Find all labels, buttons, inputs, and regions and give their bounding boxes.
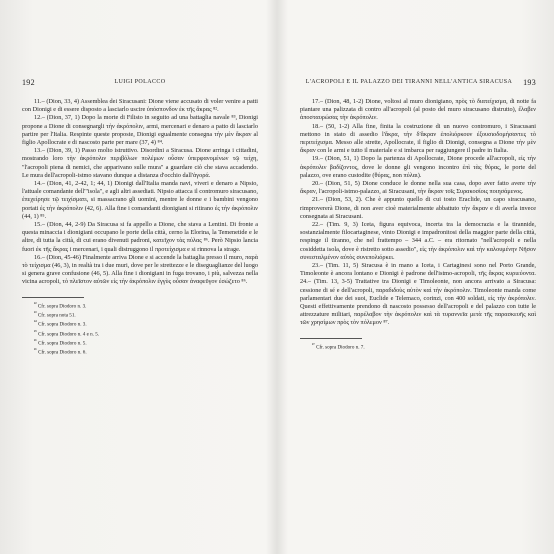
footnote: $^{^{82}}$ Cfr. sopra Diodoro n. 3.	[34, 300, 87, 310]
paragraph: 19.– (Dion, 51, 1) Dopo la partenza di Apollocrate, Dione procede all'acropoli, εἰς τὴν ἀκρόπολιν βαδίζοντος, dove le donne gli vengono incontro ἐπὶ τὰς θύρας, le porte del palazzo, ove erano custodite (θύρας, non πύλαι).	[300, 155, 536, 179]
footnote-rule	[22, 297, 84, 298]
paragraph: 13.– (Dion, 39, 1) Passo molto istruttivo. Disordini a Siracusa. Dione arringa i cittadini, mostrando loro τὴν ἀκρόπολιν περιβόλων πολέμων οὖσαν ὑπερφανομένων τῷ τείχη, "l'acropoli piena di nemici, che apparivano sulle mura" a guardare ciò che stava accadendo. Le mura dell'acropoli-istmo stavano dunque a distanza d'occhio dall'ἀγορά.	[22, 147, 258, 179]
paragraph: 17.– (Dion, 48, 1-2) Dione, voltosi al muro dionigiano, πρὸς τὸ διατείχισμα, di notte fa piantare una palizzata di contro all'acropoli (al posto del muro siracusano distrutto), ἔλαβεν ἀποσταυρώσας τὴν ἀκρόπολιν.	[300, 98, 536, 122]
paragraph: 20.– (Dion, 51, 5) Dione conduce le donne nella sua casa, dopo aver fatto avere τὴν ἄκραν, l'acropoli-istmo-palazzo, ai Siracusani, τὴν ἄκραν τοῖς Συρακοσίοις ποιησάμενος.	[300, 180, 536, 196]
left-header	[22, 78, 258, 90]
footnote-rule	[300, 338, 362, 339]
paragraph: 14.– (Dion, 41, 2-42, 1; 44, 1) Dionigi dall'Italia manda navi, viveri e denaro a Nipsio, l'attuale comandante dell'"isola", e agli altri assediati. Nipsio attacca il contromuro siracusano, ἐπεχείρησε τῷ τειχίσματι, si massacrano gli uomini, mentre le donne e i bambini vengono portati ἐς τὴν ἀκρόπολιν (42, 6). Alla fine i comandanti dionigiani si ritirano ἐς τὴν ἀκρόπολιν (44, 1) ⁸⁵.	[22, 180, 258, 220]
paragraph: 12.– (Dion, 37, 1) Dopo la morte di Filisto in seguito ad una battaglia navale ⁸³, Dionigi propone a Dione di consegnargli τὴν ἀκρόπολιν, armi, mercenari e denaro a patto di lasciarlo partire per l'Italia. Respinte queste proposte, Dionigi egualmente consegna τὴν μὲν ἄκραν al figlio Apollocrate e di nascosto parte per mare (37, 4) ⁸⁴.	[22, 114, 258, 147]
footnotes	[300, 342, 536, 351]
page-number: 192	[22, 78, 35, 87]
footnote: $^{^{86}}$ Cfr. sopra Diodoro n. 6.	[34, 347, 87, 356]
left-body	[22, 98, 258, 287]
paragraph: 15.– (Dion, 44, 2-9) Da Siracusa si fa appello a Dione, che stava a Lentini. Di fronte a questa minaccia i dionigiani occupano le porte della città, cerno la Elorina, la Temenetide e le altre, di tutta la città, di cui erano divenuti padroni, κατεῖχον τὰς πύλας ⁸⁶. Però Nipsio lancia fuori ἐκ τῆς ἄκρας i mercenari, i quali distruggono il προτείχισμα e si rinnova la strage.	[22, 221, 258, 253]
paragraph: 11.– (Dion, 33, 4) Assemblea dei Siracusani: Dione viene accusato di voler venire a patti con Dionigi e di essere disposto a lasciarlo uscire ὑπόσπονδον ἐκ τῆς ἄκρας ⁸².	[22, 98, 258, 114]
running-title: LUIGI POLACCO	[114, 79, 166, 85]
paragraph: 23.– (Tim. 11, 5) Siracusa è in mano a Iceta, i Cartaginesi sono nel Porto Grande, Timoleonte è ancora lontano e Dionigi è padrone dell'istmo-acropoli, τῆς ἄκρας κυριεύοντα. 24.– (Tim. 13, 3-5) Trattative tra Dionigi e Timoleonte, non ancora arrivato a Siracusa: cessione di sé e dell'acropoli, παραδιδοὺς αὐτὸν καὶ τὴν ἀκρόπολιν. Timoleonte manda come parlamentari due dei suoi, Euclide e Telemaco, corinzi, con 400 soldati, εἰς τὴν ἀκρόπολιν. Questi effettivamente prendono di nascosto possesso dell'acropoli e del palazzo con tutte le attrezzature militari, παρέλαβον τὴν ἀκρόπολιν καὶ τὰ τυραννεῖα μετὰ τῆς παρασκευῆς καὶ τῶν χρησίμων πρὸς τὸν πόλεμον ⁸⁷.	[300, 262, 536, 327]
footnote: $^{^{85}}$ Cfr. sopra Diodoro n. 4 e n. 5.	[34, 328, 100, 338]
right-page	[300, 78, 536, 351]
paragraph: 22.– (Tim. 9, 3) Iceta, figura equivoca, incerta tra la democrazia e la tirannide, sostanzialmente filocartaginese, vinto Dionigi e impadronitosi della maggior parte della città, respinge il tiranno, che nel frattempo – 344 a.C. – era ritornato "nell'acropoli e nella cosiddetta isola, dove è ristretto sotto assedio", εἰς τὴν ἀκρόπολιν καὶ τὴν καλουμένην Νῆσον συνεσταλμένον αὐτὸς συνεπολιόρκει.	[300, 221, 536, 261]
footnote: $^{^{83}}$ Cfr. sopra nota 51.	[34, 309, 76, 319]
footnote: $^{^{86}}$ Cfr. sopra Diodoro n. 5.	[34, 337, 87, 347]
running-title: L'ACROPOLI E IL PALAZZO DEI TIRANNI NELL'ANTICA SIRACUSA	[305, 79, 513, 85]
paragraph: 18.– (50, 1-2) Alla fine, finita la costruzione di un nuovo contromuro, i Siracusani mettono in stato di assedio l'ἄκρα, τὴν δ'ἄκραν ἐπολιόρκουν ἐξουσιοδομήσαντες τὸ περιτείχισμα. Messo alle strette, Apollocrate, il figlio di Dionigi, consegna a Dione τὴν μὲν ἄκραν con le armi e tutto il materiale e si imbarca per raggiungere il padre in Italia.	[300, 122, 536, 155]
footnote: $^{^{84}}$ Cfr. sopra Diodoro n. 3.	[34, 319, 87, 328]
right-body	[300, 98, 536, 328]
paragraph: 16.– (Dion, 45-46) Finalmente arriva Dione e si accende la battaglia presso il muro, παρὰ τὸ τείχισμα (46, 3), in realtà tra i due muri, dove per le strettezze e le diseguaglianze del luogo si genera grave confusione (46, 5). Alla fine i dionigiani in fuga trovano, i più, salvezza nella vicina acropoli, τὸ πλεῖστον αὐτῶν εἰς τὴν ἀκρόπολιν ἐγγὺς οὖσαν ἀναφεῦγον ἐσώζετο ⁸⁶.	[22, 253, 258, 286]
page-number: 193	[523, 78, 536, 87]
left-page	[22, 78, 258, 356]
right-header	[300, 78, 536, 90]
footnotes	[22, 301, 258, 357]
paragraph: 21.– (Dion, 53, 2). Che è appunto quello di cui tosto Eraclide, un capo siracusano, rimprovererà Dione, di non aver cioè materialmente abbattuto τὴν ἄκραν e di averla invece consegnata ai Siracusani.	[300, 196, 536, 220]
footnote: $^{^{87}}$ Cfr. sopra Diodoro n. 7.	[312, 341, 365, 351]
